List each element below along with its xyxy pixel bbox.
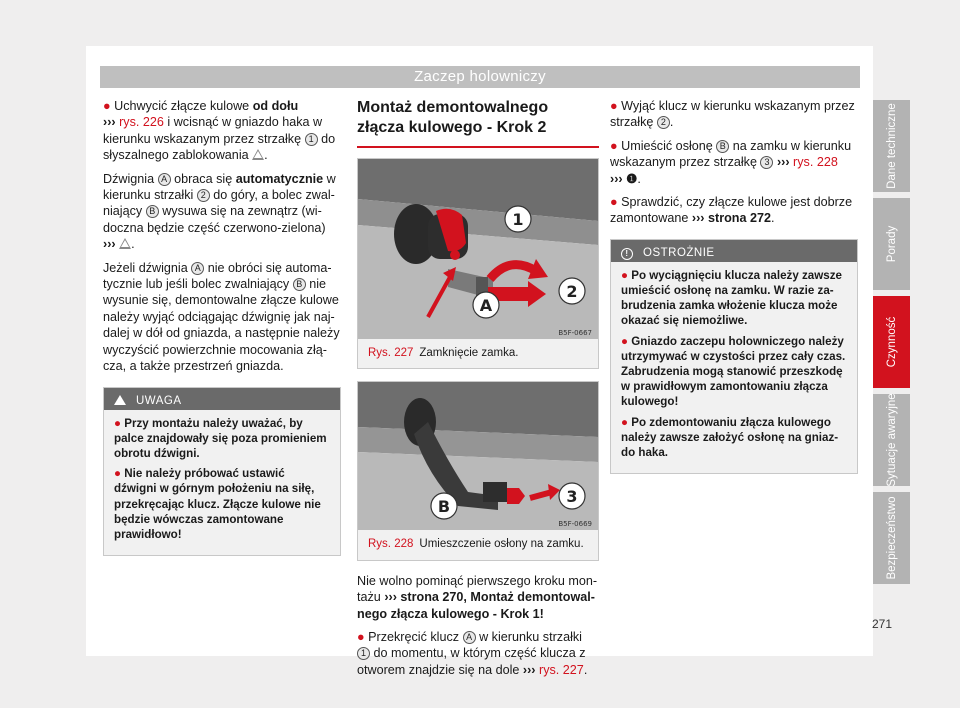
callout-A: A (191, 262, 204, 275)
list-item: ● Po wyciągnięciu klucza należy zawsze umieścić osłonę na zamku. W razie zabrudzenia zamka włożenie klucza może okazać się niemożliwe. (621, 268, 842, 328)
warning-body (104, 410, 340, 556)
bullet-icon: ● (610, 99, 618, 113)
callout-1: 1 (305, 133, 318, 146)
callout-B: B (146, 205, 159, 218)
caution-box (610, 239, 858, 474)
notice-icon: ❶ (626, 171, 638, 186)
bullet-icon: ● (610, 138, 618, 153)
bullet-icon: ● (610, 195, 618, 210)
column-1 (103, 98, 341, 556)
paragraph: ● Przekręcić klucz A w kierunku strzałki 1 do momentu, w którym część klucza z otworem znajdzie się na dole ››› rys. 227. (357, 630, 588, 677)
paragraph: ● Umieścić osłonę B na zamku w kierunku wskazanym przez strzałkę 3 ››› rys. 228 ››› ❶. (610, 138, 852, 186)
callout-1: 1 (512, 210, 524, 229)
tab-porady[interactable]: Porady (873, 198, 910, 290)
figure-code: B5F-0669 (558, 520, 592, 529)
callout-3: 3 (566, 487, 578, 507)
callout-A: A (479, 296, 493, 315)
warning-header: UWAGA (104, 388, 340, 410)
warning-icon (119, 238, 131, 249)
callout-2: 2 (657, 116, 670, 129)
figure-228 (357, 381, 599, 560)
tab-dane-techniczne[interactable]: Dane techniczne (873, 100, 910, 192)
caution-body (611, 262, 857, 473)
paragraph: ● Sprawdzić, czy złącze kulowe jest dobrze zamontowane ››› strona 272. (610, 195, 853, 226)
warning-icon (252, 149, 264, 160)
paragraph: ● Uchwycić złącze kulowe od dołu ››› rys. 226 i wcisnąć w gniazdo haka w kierunku wskazanym przez strzałkę 1 do słyszalnego zablokowania . (103, 99, 336, 163)
callout-A: A (158, 173, 171, 186)
bullet-icon: ● (114, 467, 122, 481)
column-3 (610, 98, 858, 474)
paragraph: Nie wolno pominąć pierwszego kroku montażu ››› strona 270, Montaż demontowalnego złącza kulowego - Krok 1! (357, 573, 598, 621)
bullet-icon: ● (357, 630, 365, 645)
list-item: ● Po zdemontowaniu złącza kulowego należy zawsze założyć osłonę na gniazdo haka. (621, 415, 839, 460)
tab-bezpieczenstwo[interactable]: Bezpieczeństwo (873, 492, 910, 584)
figure-228-illustration (358, 382, 598, 530)
figure-227 (357, 158, 599, 369)
section-heading: Montaż demontowalnego złącza kulowego - Krok 2 (357, 98, 599, 148)
bullet-icon: ● (621, 415, 629, 429)
list-item: ● Przy montażu należy uważać, by palce znajdowały się poza promieniem obrotu dźwigni. (114, 416, 327, 460)
figure-caption: Rys. 228 Umieszczenie osłony na zamku. (368, 538, 584, 551)
callout-2: 2 (197, 189, 210, 202)
callout-3: 3 (760, 156, 773, 169)
paragraph: Dźwignia A obraca się automatycznie w kierunku strzałki 2 do góry, a bolec zwalniający B wysuwa się na zewnątrz (widoczna będzie część czerwono-zielona) ››› . (103, 171, 336, 252)
caution-header: ! OSTROŻNIE (611, 240, 857, 262)
page-header: Zaczep holowniczy (100, 66, 860, 88)
column-2 (357, 98, 599, 685)
list-item: ● Nie należy próbować ustawić dźwigni w górnym położeniu na siłę, przekręcając klucz. Złącze kulowe nie będzie wówczas zamontowane prawidłowo! (114, 467, 321, 541)
figure-caption: Rys. 227 Zamknięcie zamka. (368, 347, 519, 359)
list-item: ● Gniazdo zaczepu holowniczego należy utrzymywać w czystości przez cały czas. Zabrudzenia mogą stanowić przeszkodę w prawidłowym zamontowaniu złącza kulowego! (621, 334, 846, 409)
paragraph: Jeżeli dźwignia A nie obróci się automatycznie lub jeśli bolec zwalniający B nie wysunie się, demontowalne złącze kulowe należy wyjąć odciągając dźwignię jak najdalej w dół od gniazda, a następnie należy wyczyścić powierzchnie mocowania złącza, a także przestrzeń gniazda. (103, 260, 340, 374)
callout-2: 2 (566, 282, 578, 301)
callout-B: B (293, 278, 306, 291)
callout-B: B (437, 497, 451, 517)
figure-code: B5F-0667 (558, 329, 592, 337)
callout-B: B (716, 140, 729, 153)
bullet-icon: ● (103, 99, 111, 113)
callout-1: 1 (357, 647, 370, 660)
figure-link[interactable]: rys. 226 (119, 115, 164, 130)
tab-czynnosc[interactable]: Czynność (873, 296, 910, 388)
exclamation-icon: ! (621, 248, 633, 260)
figure-link[interactable]: rys. 227 (535, 662, 584, 677)
bullet-icon: ● (621, 334, 629, 348)
callout-A: A (463, 631, 476, 644)
figure-link[interactable]: rys. 228 (789, 155, 838, 170)
bullet-icon: ● (621, 268, 629, 282)
page-link[interactable]: strona 272 (704, 211, 772, 226)
tab-sytuacje-awaryjne[interactable]: Sytuacje awaryjne (873, 394, 910, 486)
bullet-icon: ● (114, 416, 122, 430)
page-number: 271 (872, 617, 893, 631)
figure-227-illustration (358, 159, 598, 339)
warning-icon (114, 395, 126, 405)
warning-box (103, 387, 341, 557)
page-link[interactable]: strona 270, Montaż demontowalnego złącza kulowego - Krok 1! (357, 590, 595, 621)
paragraph: ● Wyjąć klucz w kierunku wskazanym przez strzałkę 2 . (610, 99, 855, 130)
